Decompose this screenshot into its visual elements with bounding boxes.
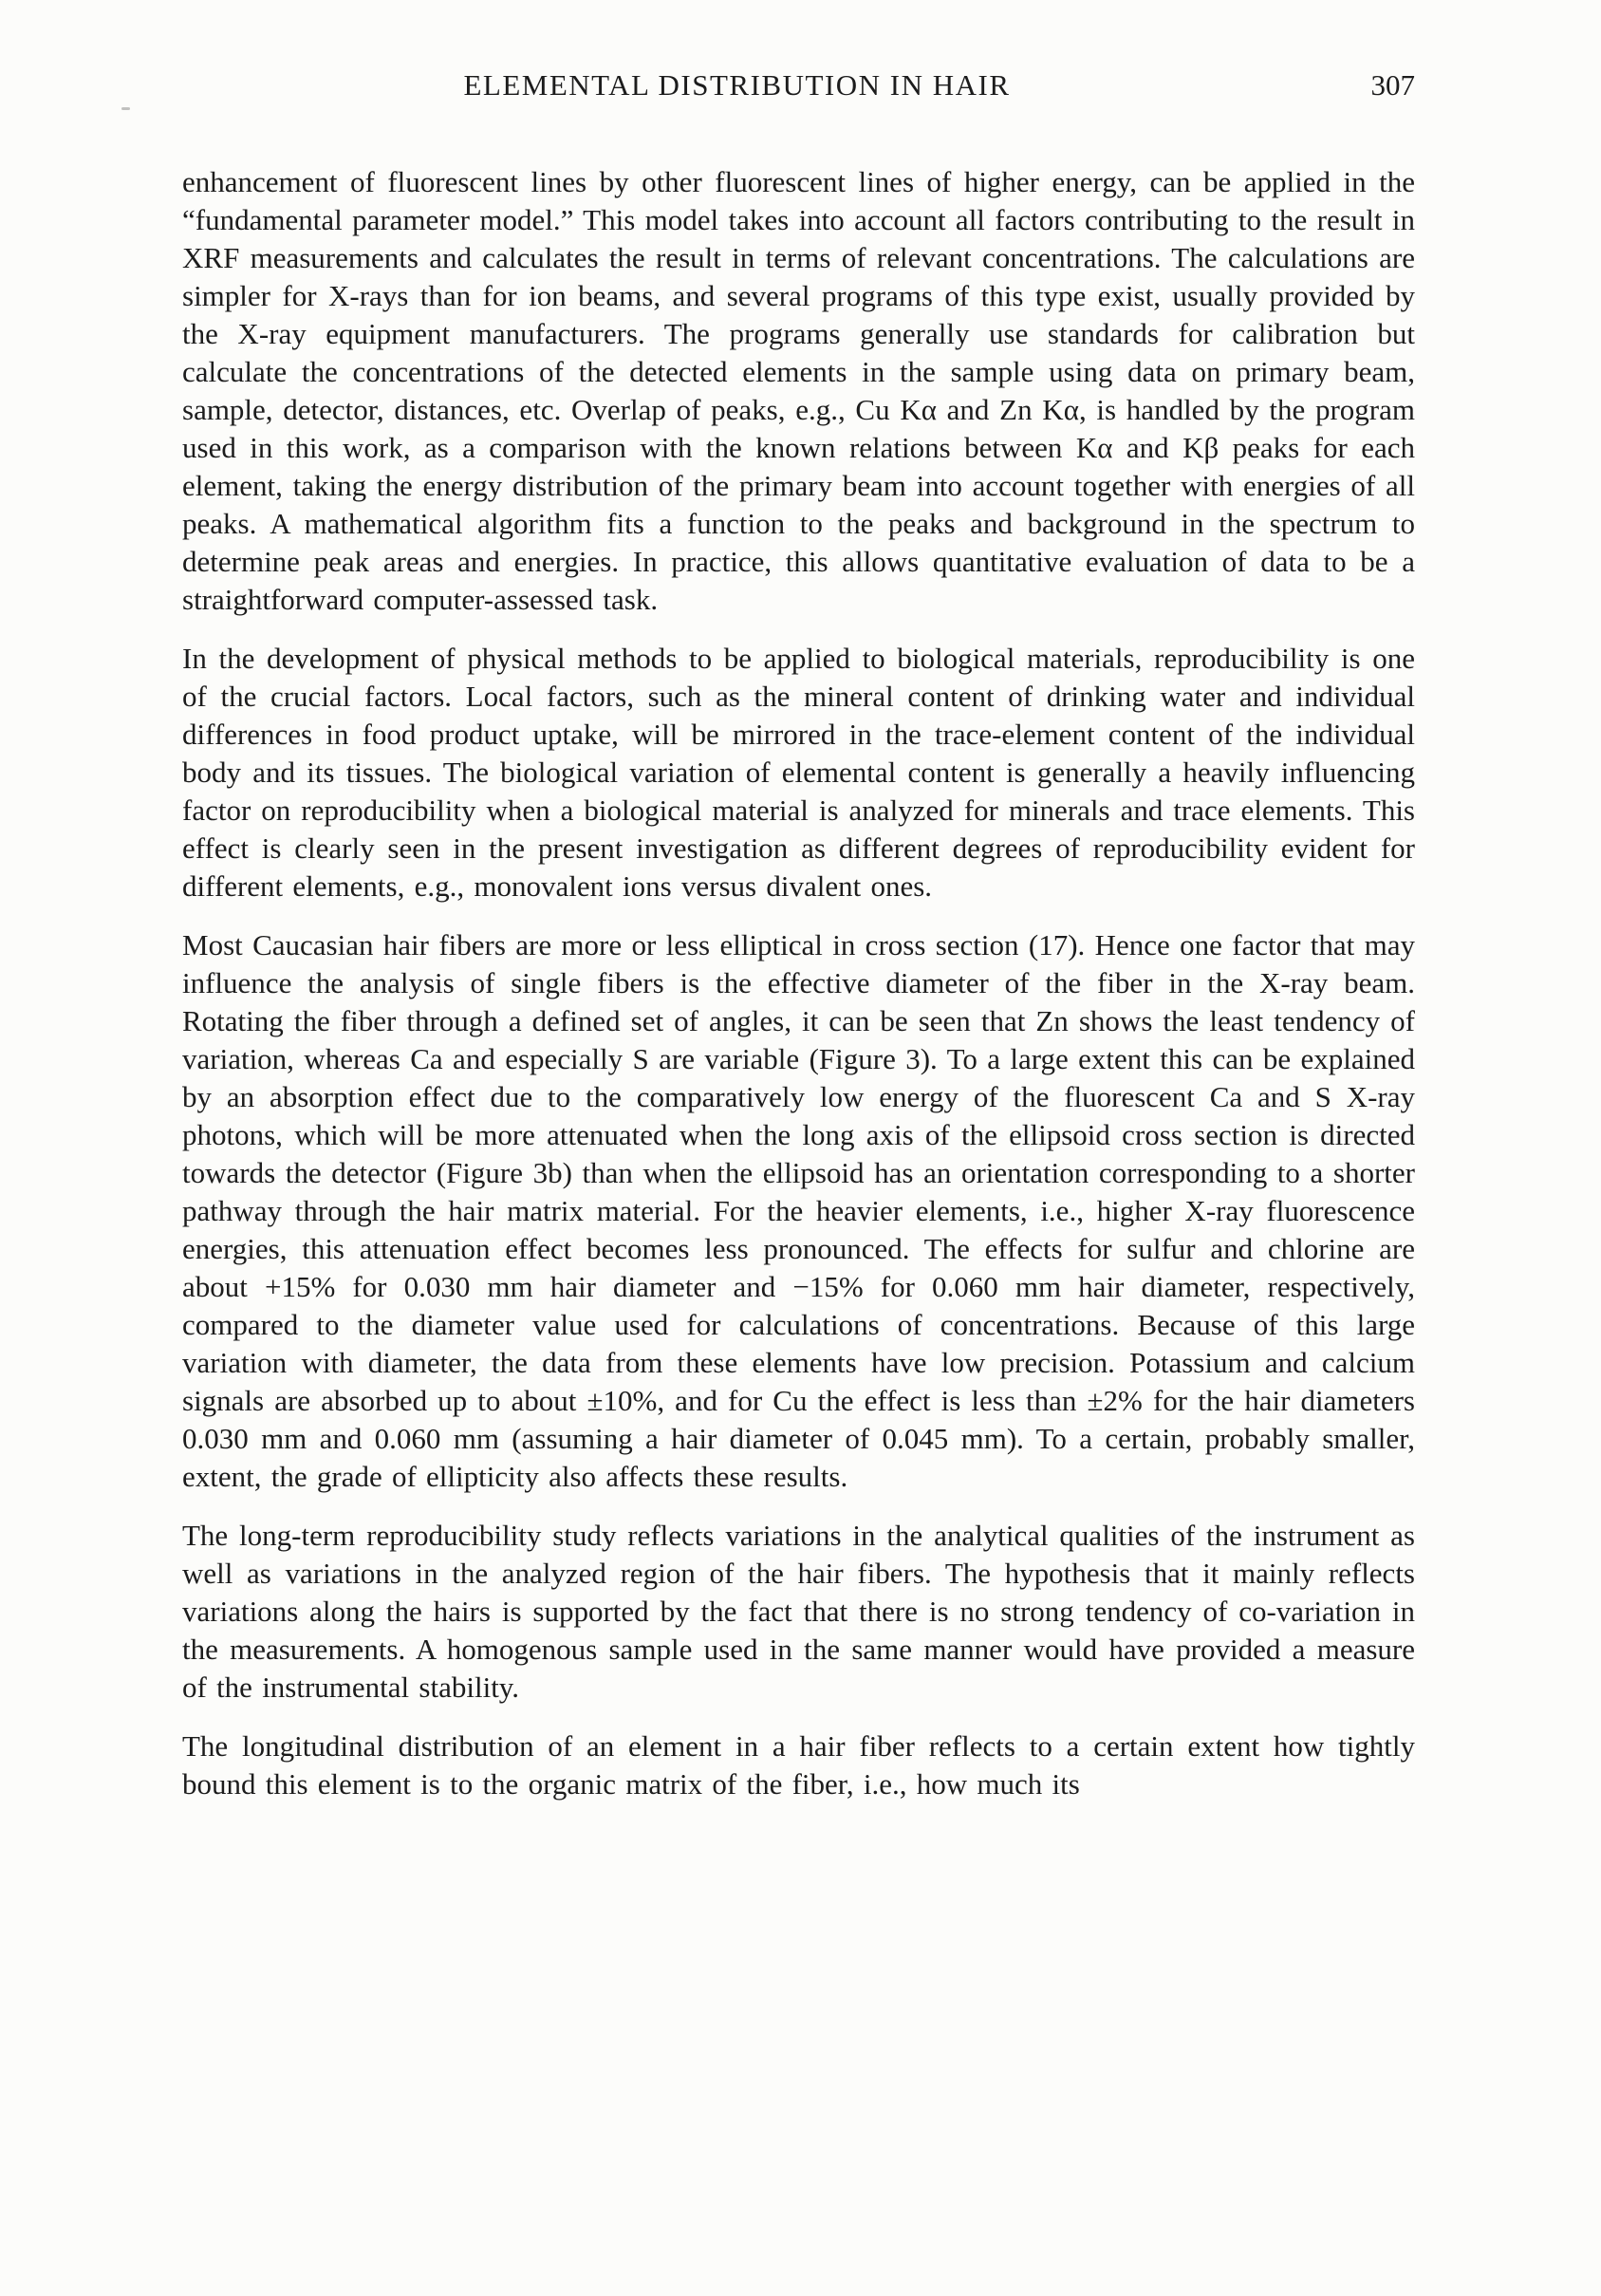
page-number: 307 xyxy=(1370,68,1415,102)
scan-artifact-mark xyxy=(121,107,130,110)
paragraph: In the development of physical methods to be applied to biological materials, reproducibility is one of the crucial factors. Local factors, such as the mineral content of drinking water and individual differences in food product uptake, will be mirrored in the trace-element content of the individual body and its tissues. The biological variation of elemental content is generally a heavily influencing factor on reproducibility when a biological material is analyzed for minerals and trace elements. This effect is clearly seen in the present investigation as different degrees of reproducibility evident for different elements, e.g., monovalent ions versus divalent ones. xyxy=(182,642,1415,903)
page-header xyxy=(182,68,1415,108)
paragraph: enhancement of fluorescent lines by other fluorescent lines of higher energy, can be applied in the “fundamental parameter model.” This model takes into account all factors contributing to the result in XRF measurements and calculates the result in terms of relevant concentrations. The calculations are simpler for X-rays than for ion beams, and several programs of this type exist, usually provided by the X-ray equipment manufacturers. The programs generally use standards for calibration but calculate the concentrations of the detected elements in the sample using data on primary beam, sample, detector, distances, etc. Overlap of peaks, e.g., Cu Kα and Zn Kα, is handled by the program used in this work, as a comparison with the known relations between Kα and Kβ peaks for each element, taking the energy distribution of the primary beam into account together with energies of all peaks. A mathematical algorithm fits a function to the peaks and background in the spectrum to determine peak areas and energies. In practice, this allows quantitative evaluation of data to be a straightforward computer-assessed task. xyxy=(182,165,1415,616)
paragraph: The long-term reproducibility study reflects variations in the analytical qualities of the instrument as well as variations in the analyzed region of the hair fibers. The hypothesis that it mainly reflects variations along the hairs is supported by the fact that there is no strong tendency of co-variation in the measurements. A homogenous sample used in the same manner would have provided a measure of the instrumental stability. xyxy=(182,1519,1415,1704)
page-body xyxy=(182,163,1415,1803)
paragraph: Most Caucasian hair fibers are more or less elliptical in cross section (17). Hence one factor that may influence the analysis of single fibers is the effective diameter of the fiber in the X-ray beam. Rotating the fiber through a defined set of angles, it can be seen that Zn shows the least tendency of variation, whereas Ca and especially S are variable (Figure 3). To a large extent this can be explained by an absorption effect due to the comparatively low energy of the fluorescent Ca and S X-ray photons, which will be more attenuated when the long axis of the ellipsoid cross section is directed towards the detector (Figure 3b) than when the ellipsoid has an orientation corresponding to a shorter pathway through the hair matrix material. For the heavier elements, i.e., higher X-ray fluorescence energies, this attenuation effect becomes less pronounced. The effects for sulfur and chlorine are about +15% for 0.030 mm hair diameter and −15% for 0.060 mm hair diameter, respectively, compared to the diameter value used for calculations of concentrations. Because of this large variation with diameter, the data from these elements have low precision. Potassium and calcium signals are absorbed up to about ±10%, and for Cu the effect is less than ±2% for the hair diameters 0.030 mm and 0.060 mm (assuming a hair diameter of 0.045 mm). To a certain, probably smaller, extent, the grade of ellipticity also affects these results. xyxy=(182,928,1415,1493)
running-head: ELEMENTAL DISTRIBUTION IN HAIR xyxy=(463,68,1011,102)
paragraph: The longitudinal distribution of an element in a hair fiber reflects to a certain extent how tightly bound this element is to the organic matrix of the fiber, i.e., how much its xyxy=(182,1729,1415,1801)
